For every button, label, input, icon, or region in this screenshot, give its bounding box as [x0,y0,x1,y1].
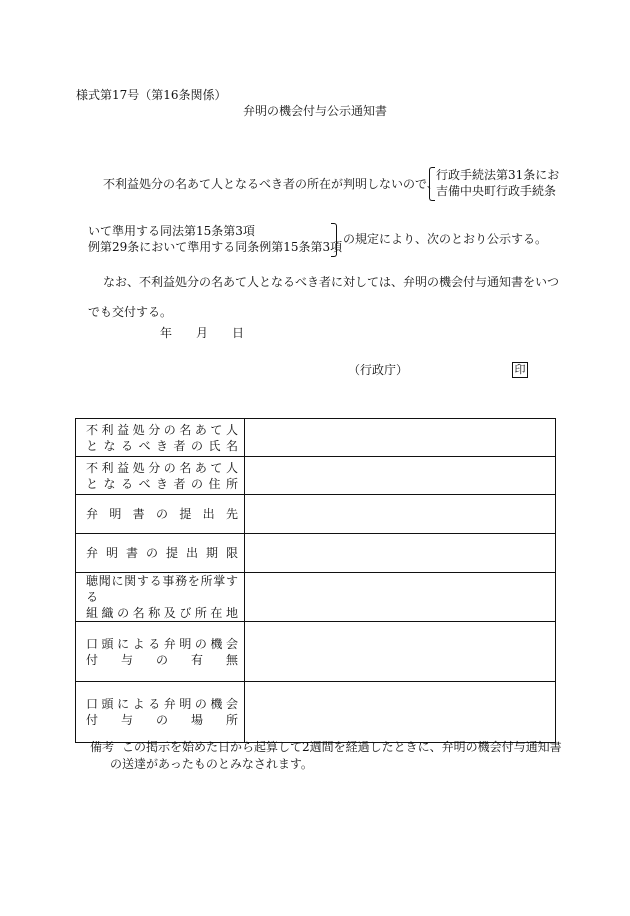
bracket1-line2: 吉備中央町行政手続条 [436,184,557,198]
document-title: 弁明の機会付与公示通知書 [243,104,388,118]
row-value[interactable] [245,419,556,457]
date-year: 年 [160,326,173,340]
row-label [76,682,245,743]
note-label: 備考 [90,740,115,754]
para2-line1: なお、不利益処分の名あて人となるべき者に対しては、弁明の機会付与通知書をいつ [103,275,560,289]
details-table [75,418,556,743]
para1-tail: の規定により、次のとおり公示する。 [343,232,548,246]
bracket2-line2: 例第29条において準用する同条例第15条第3項 [88,240,343,254]
label-line: 弁明書の提出先 [86,507,238,521]
date-month: 月 [196,326,209,340]
left-bracket [429,167,435,201]
note-line1: この掲示を始めた日から起算して2週間を経過したときに、弁明の機会付与通知書 [122,740,562,754]
label-line: 聴聞に関する事務を所掌する [86,574,238,604]
table-row [76,495,556,534]
row-value[interactable] [245,622,556,682]
label-line: 組織の名称及び所在地 [86,606,238,620]
row-label [76,573,245,622]
table-row [76,622,556,682]
label-line: 不利益処分の名あて人 [86,422,238,437]
row-value[interactable] [245,495,556,534]
row-value[interactable] [245,573,556,622]
issuer-agency: （行政庁） [348,363,409,377]
label-line: 不利益処分の名あて人 [86,460,238,475]
table-row [76,534,556,573]
label-line: 付与の有無 [86,652,238,667]
label-line: 口頭による弁明の機会 [86,697,238,711]
row-value[interactable] [245,534,556,573]
label-line: 付与の場所 [86,713,238,727]
para2-line2: でも交付する。 [88,305,173,319]
note-line2: の送達があったものとみなされます。 [110,757,313,771]
table-row [76,682,556,743]
label-line: となるべき者の氏名 [86,438,238,453]
bracket2-line1: いて準用する同法第15条第3項 [88,224,255,238]
bracket1-line1: 行政手続法第31条にお [436,168,560,182]
table-row [76,573,556,622]
para1-line1: 不利益処分の名あて人となるべき者の所在が判明しないので、 [103,177,439,191]
row-value[interactable] [245,457,556,495]
row-label [76,419,245,457]
label-line: となるべき者の住所 [86,476,238,491]
row-label [76,457,245,495]
row-value[interactable] [245,682,556,743]
row-label [76,534,245,573]
label-line: 弁明書の提出期限 [86,546,238,560]
form-number: 様式第17号（第16条関係） [76,88,227,102]
table-row [76,419,556,457]
table-row [76,457,556,495]
right-bracket [331,223,337,257]
row-label [76,495,245,534]
row-label [76,622,245,682]
label-line: 口頭による弁明の機会 [86,636,238,651]
date-day: 日 [232,326,245,340]
seal-mark: 印 [512,362,528,378]
